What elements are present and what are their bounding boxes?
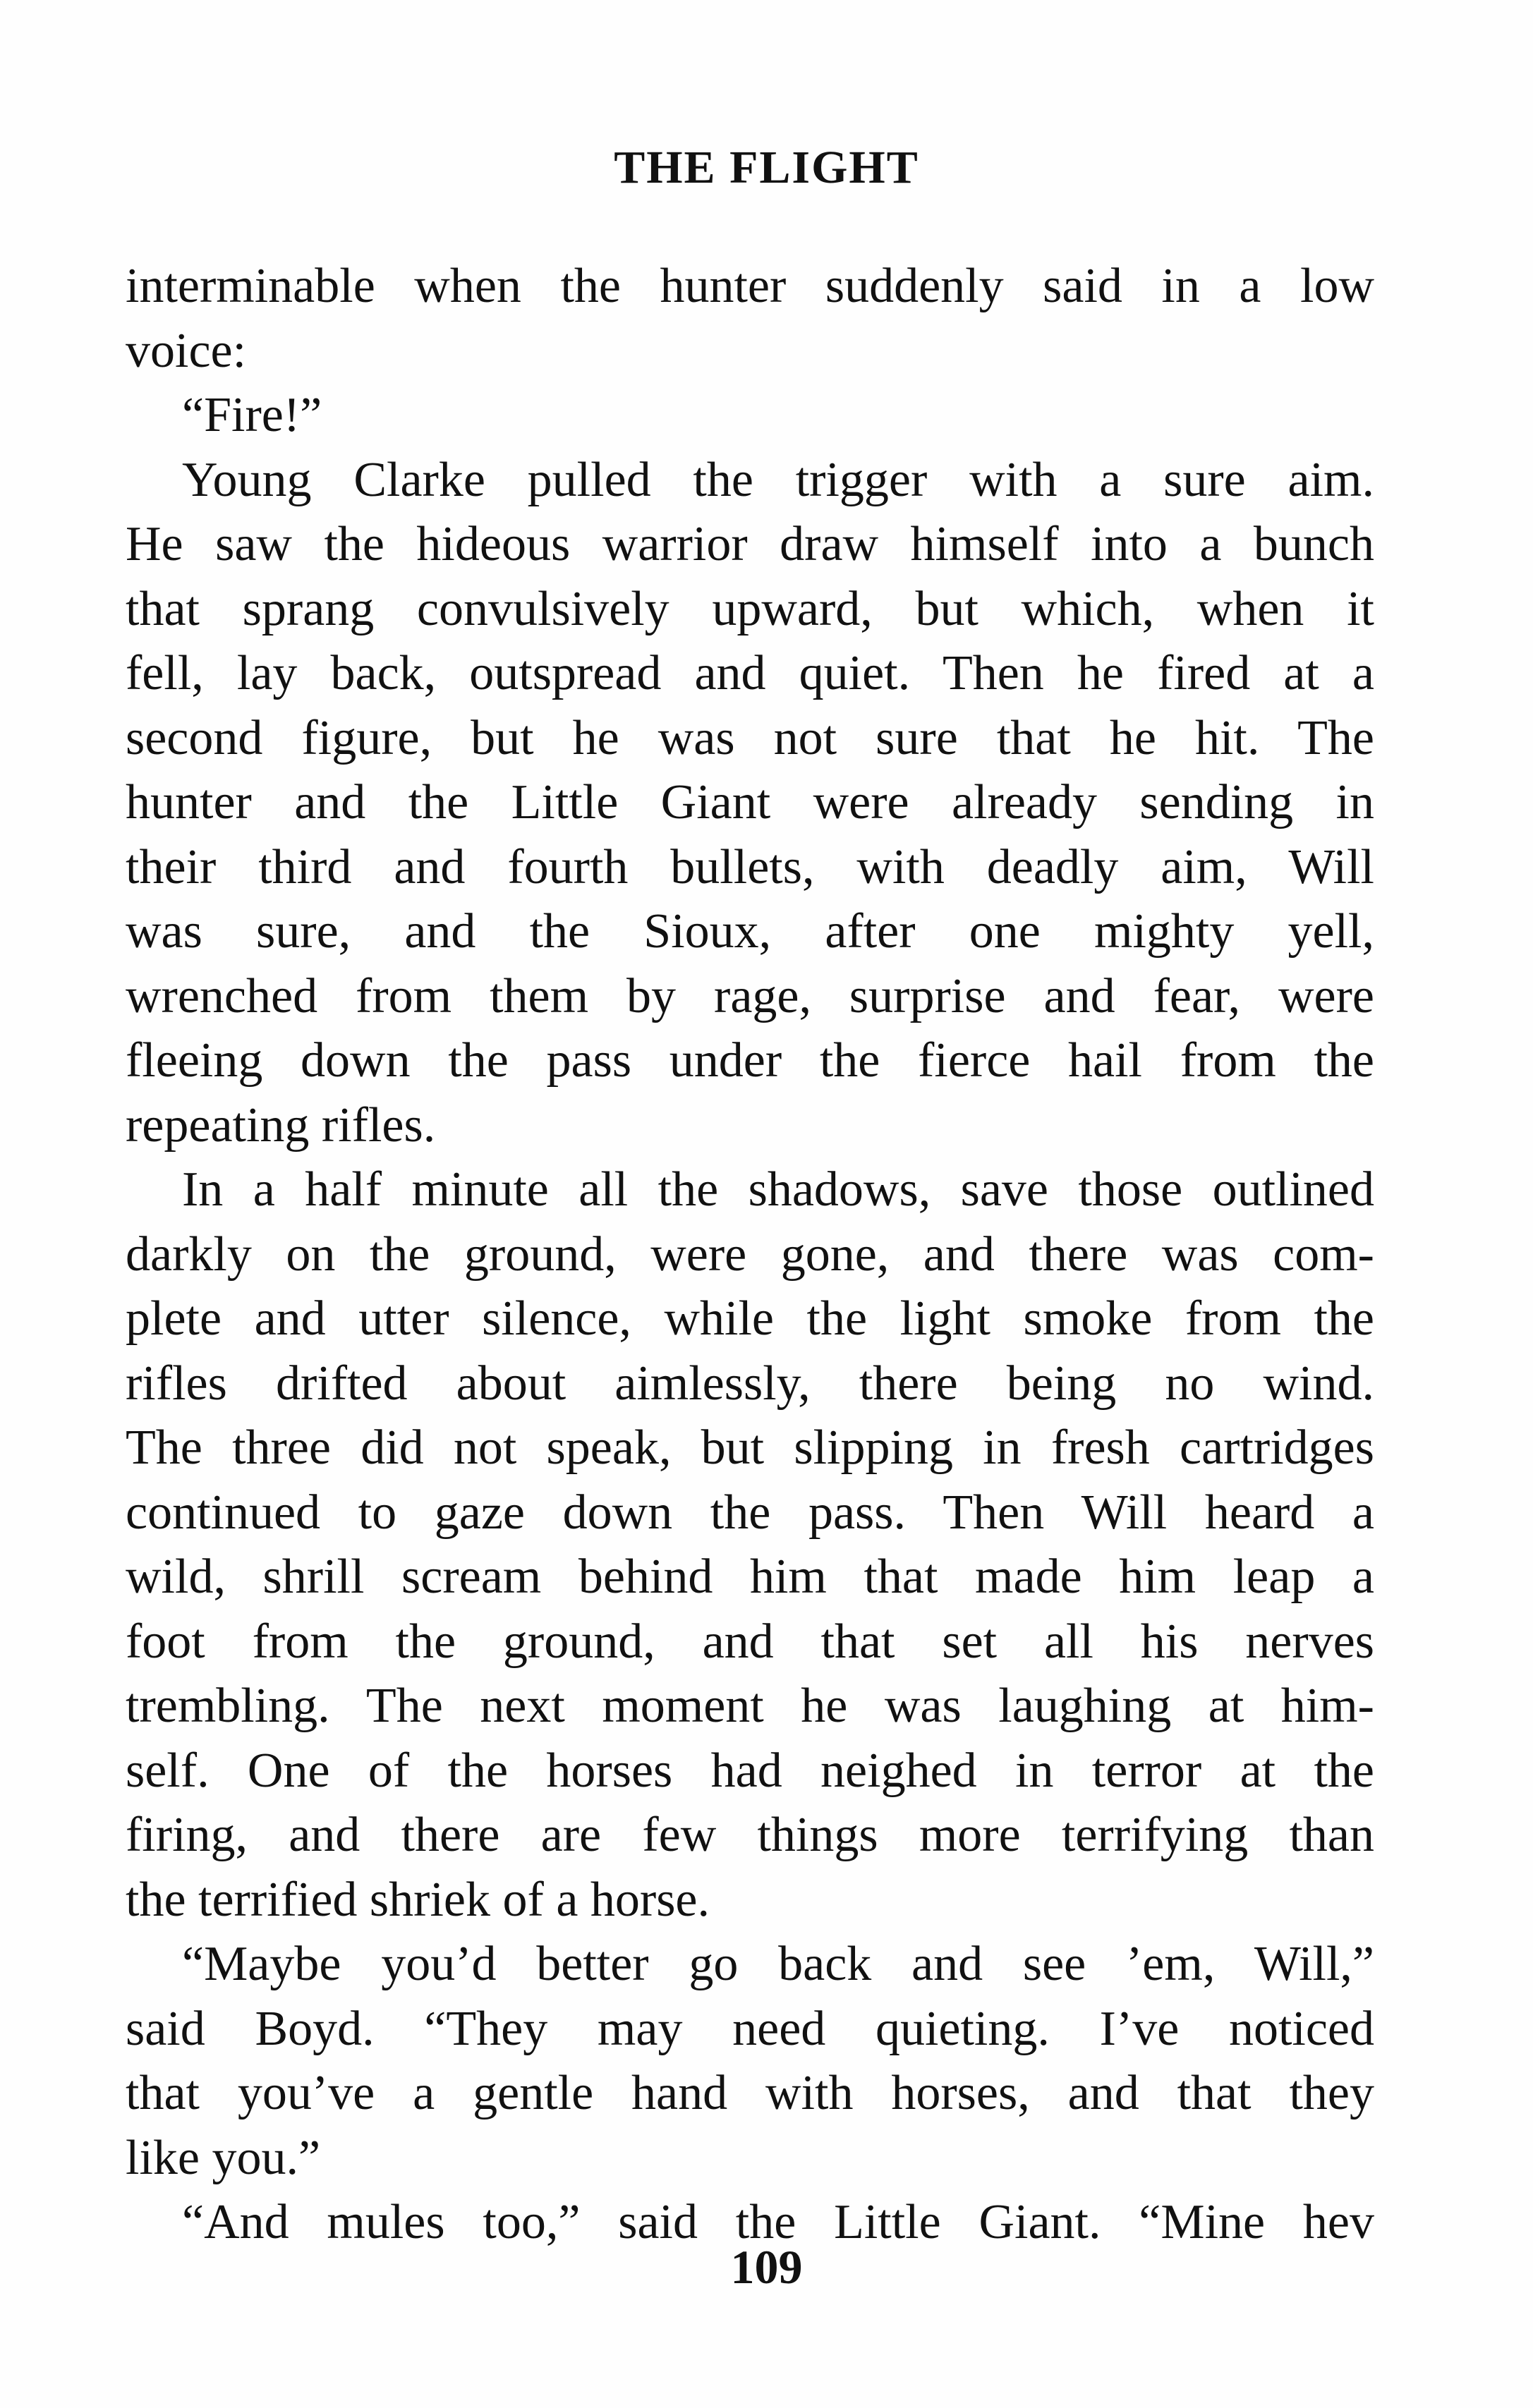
text-line: interminable when the hunter suddenly said in a low xyxy=(126,259,1374,313)
text-line: their third and fourth bullets, with deadly aim, Will xyxy=(126,839,1374,894)
text-line: second figure, but he was not sure that he hit. The xyxy=(126,710,1374,765)
text-line: said Boyd. “They may need quieting. I’ve noticed xyxy=(126,2001,1374,2056)
text-line: the terrified shriek of a horse. xyxy=(126,1872,710,1927)
text-line: continued to gaze down the pass. Then Will heard a xyxy=(126,1485,1374,1540)
running-head: THE FLIGHT xyxy=(614,142,919,193)
text-line: hunter and the Little Giant were already sending in xyxy=(126,775,1374,829)
text-line: voice: xyxy=(126,323,247,378)
text-line: self. One of the horses had neighed in terror at the xyxy=(126,1743,1374,1798)
text-line: “Fire!” xyxy=(182,388,322,442)
text-line: foot from the ground, and that set all his nerves xyxy=(126,1614,1374,1669)
text-line: fleeing down the pass under the fierce hail from the xyxy=(126,1033,1374,1088)
text-line: firing, and there are few things more terrifying than xyxy=(126,1808,1374,1862)
text-line: He saw the hideous warrior draw himself into a bunch xyxy=(126,517,1374,571)
text-line: wild, shrill scream behind him that made him leap a xyxy=(126,1550,1374,1604)
text-line: repeating rifles. xyxy=(126,1097,436,1153)
text-line: fell, lay back, outspread and quiet. Then he fired at a xyxy=(126,646,1374,700)
text-line: plete and utter silence, while the light smoke from the xyxy=(126,1291,1374,1346)
text-line: that sprang convulsively upward, but which, when it xyxy=(126,581,1374,636)
text-line: that you’ve a gentle hand with horses, and that they xyxy=(126,2066,1374,2120)
text-line: rifles drifted about aimlessly, there being no wind. xyxy=(126,1356,1374,1411)
text-line: was sure, and the Sioux, after one mighty yell, xyxy=(126,904,1374,959)
text-line: trembling. The next moment he was laughing at him- xyxy=(126,1679,1374,1733)
body-text xyxy=(126,254,1374,2255)
text-line: “Maybe you’d better go back and see ’em, Will,” xyxy=(182,1937,1374,1991)
text-line: wrenched from them by rage, surprise and fear, were xyxy=(126,968,1374,1023)
page-number: 109 xyxy=(730,2240,803,2294)
text-line: like you.” xyxy=(126,2130,321,2185)
text-line: The three did not speak, but slipping in fresh cartridges xyxy=(126,1421,1374,1475)
text-line: “And mules too,” said the Little Giant. “Mine hev xyxy=(182,2195,1374,2249)
text-line: Young Clarke pulled the trigger with a sure aim. xyxy=(182,452,1374,507)
text-line: darkly on the ground, were gone, and there was com- xyxy=(126,1227,1374,1282)
text-line: In a half minute all the shadows, save those outlined xyxy=(182,1162,1374,1217)
